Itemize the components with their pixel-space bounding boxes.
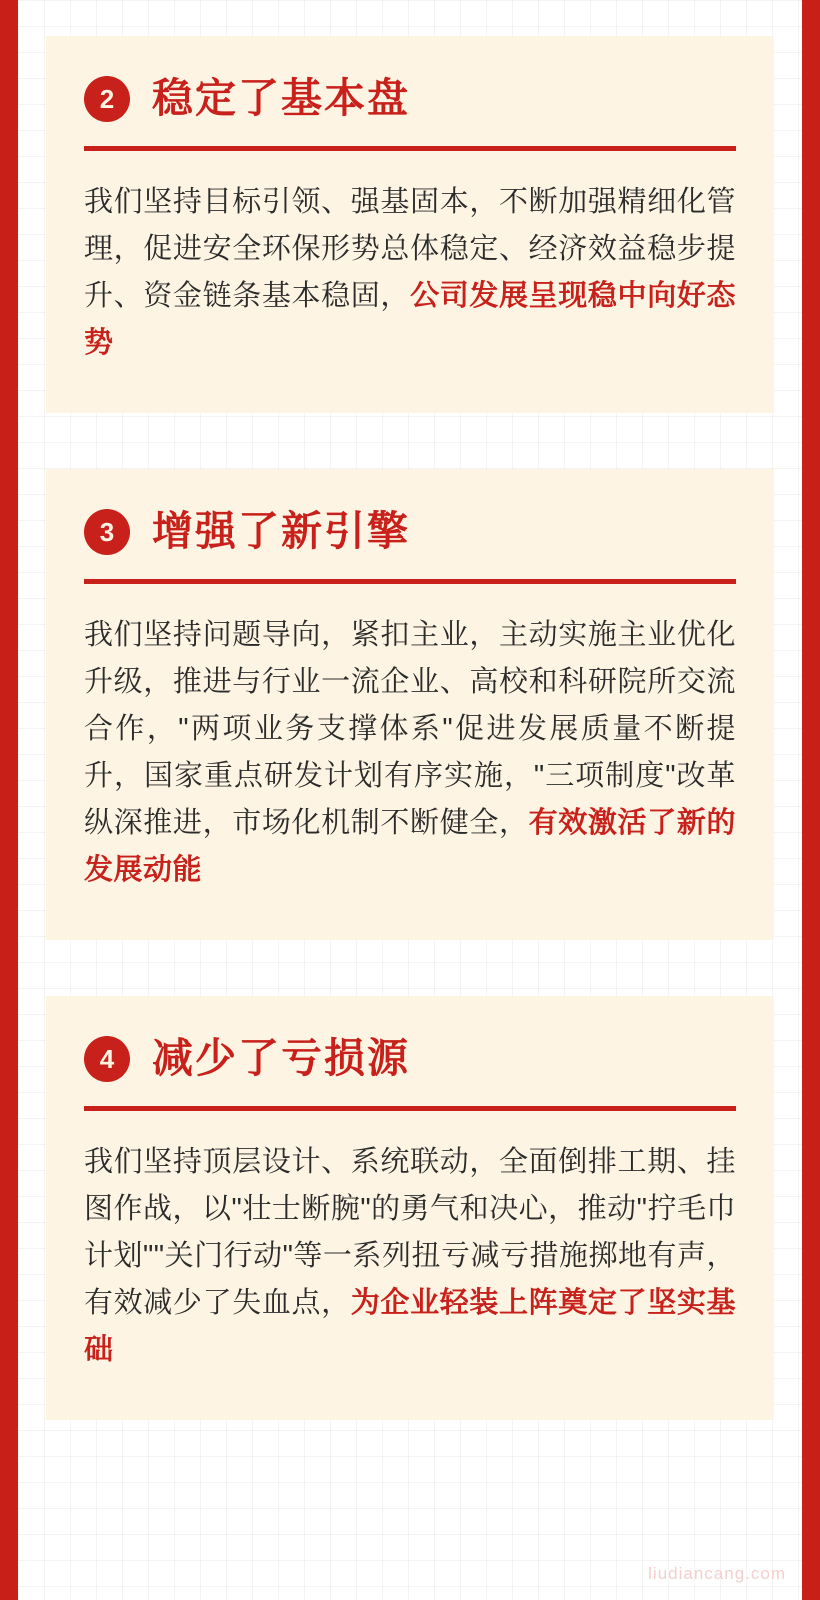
section-title: 稳定了基本盘 [152,75,410,122]
top-spacer [46,0,774,36]
section-number-badge: 3 [84,509,130,555]
section-body [84,1139,736,1374]
divider-rule [84,1106,736,1111]
card-header [84,509,736,555]
section-title: 增强了新引擎 [152,508,410,555]
section-number-badge: 4 [84,1036,130,1082]
body-plain-text: 我们坚持问题导向，紧扣主业，主动实施主业优化升级，推进与行业一流企业、高校和科研院所交流合作，"两项业务支撑体系"促进发展质量不断提升，国家重点研发计划有序实施，"三项制度"改革纵深推进，市场化机制不断健全， [84,618,736,839]
body-highlight-text: 为企业轻装上阵奠定了坚实基础 [84,1286,736,1366]
section-body [84,612,736,894]
body-plain-text: 我们坚持目标引领、强基固本，不断加强精细化管理，促进安全环保形势总体稳定、经济效益稳步提升、资金链条基本稳固， [84,186,736,312]
body-highlight-text: 有效激活了新的发展动能 [84,806,736,886]
divider-rule [84,146,736,151]
body-highlight-text: 公司发展呈现稳中向好态势 [84,279,736,359]
section-card-3 [46,469,774,940]
body-plain-text: 我们坚持顶层设计、系统联动，全面倒排工期、挂图作战，以"壮士断腕"的勇气和决心，推动"拧毛巾计划""关门行动"等一系列扭亏减亏措施掷地有声，有效减少了失血点， [84,1145,736,1319]
card-header [84,1036,736,1082]
divider-rule [84,579,736,584]
watermark: liudiancang.com [648,1564,786,1583]
card-header [84,76,736,122]
section-card-2 [46,36,774,413]
section-body [84,179,736,367]
section-title: 减少了亏损源 [152,1035,410,1082]
section-number-badge: 2 [84,76,130,122]
section-card-4 [46,996,774,1420]
